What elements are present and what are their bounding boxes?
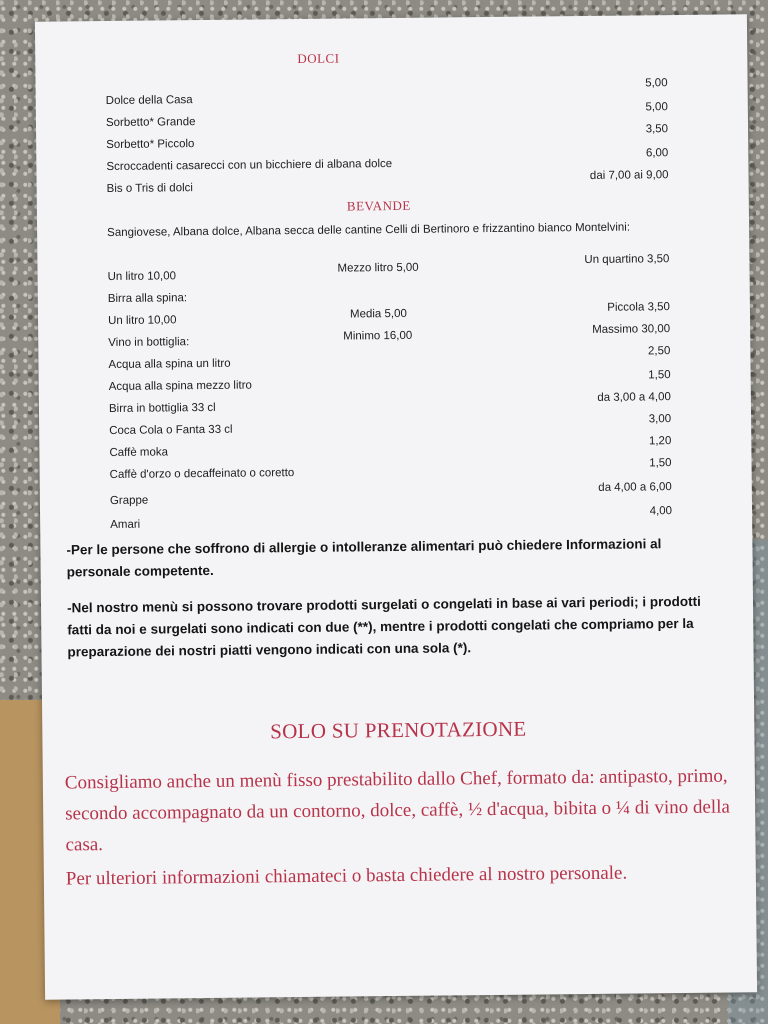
item-price: Un quartino 3,50: [584, 253, 670, 267]
item-name: Vino in bottiglia:: [108, 336, 190, 350]
item-price: 4,00: [649, 505, 673, 518]
item-price: 1,20: [648, 435, 672, 448]
item-price: 3,50: [645, 123, 669, 136]
bevande-intro: Sangiovese, Albana dolce, Albana secca delle cantine Celli di Bertinoro e frizzantino bianco Montelvini:: [107, 221, 631, 240]
item-name: Sorbetto* Piccolo: [106, 138, 195, 152]
item-name: Bis o Tris di dolci: [106, 182, 193, 196]
item-price: 1,50: [648, 369, 671, 382]
menu-row: [40, 481, 752, 513]
fixed-menu-text: Consigliamo anche un menù fisso prestabilito dallo Chef, formato da: antipasto, primo, secondo accompagnato da un contorno, dolce, caffè, ½ d'acqua, bibita o ¼ di vino della casa.: [64, 765, 730, 856]
item-name: Dolce della Casa: [105, 94, 193, 108]
item-name: Amari: [110, 518, 141, 531]
item-name: Birra in bottiglia 33 cl: [108, 401, 216, 416]
item-mid: Media 5,00: [349, 307, 407, 321]
item-mid: Mezzo litro 5,00: [337, 261, 419, 275]
item-price: 3,00: [648, 413, 672, 426]
item-price: 1,50: [649, 457, 672, 470]
item-name: Acqua alla spina mezzo litro: [108, 379, 252, 394]
item-name: Acqua alla spina un litro: [108, 357, 231, 372]
item-name: Un litro 10,00: [107, 314, 177, 328]
item-price: Piccola 3,50: [607, 301, 670, 314]
item-name: Caffè moka: [109, 446, 169, 459]
item-name: Grappe: [109, 494, 149, 507]
item-price: da 4,00 a 6,00: [598, 481, 672, 494]
item-price: 2,50: [647, 345, 671, 358]
item-name: Un litro 10,00: [107, 270, 177, 284]
dolci-heading: DOLCI: [297, 50, 340, 67]
item-price: 5,00: [645, 77, 668, 90]
item-name: Scroccadenti casarecci con un bicchiere di albana dolce: [106, 158, 393, 174]
item-name: Sorbetto* Grande: [105, 116, 196, 130]
item-price: dai 7,00 ai 9,00: [589, 169, 669, 182]
item-mid: Minimo 16,00: [343, 329, 413, 343]
menu-row: [38, 253, 750, 289]
info-text: Per ulteriori informazioni chiamateci o basta chiedere al nostro personale.: [65, 862, 628, 890]
item-price: Massimo 30,00: [592, 323, 671, 336]
reservation-heading: SOLO SU PRENOTAZIONE: [270, 716, 527, 744]
menu-row: [39, 413, 751, 443]
allergy-note: -Per le persone che soffrono di allergie o intolleranze alimentari può chiedere Informazioni al personale competente.: [66, 536, 662, 580]
menu-sheet: [35, 14, 757, 999]
frozen-products-note: -Nel nostro menù si possono trovare prodotti surgelati o congelati in base ai vari periodi; i prodotti fatti da noi e surgelati sono indicati con due (**), mentre i prodotti congelati che compriamo per la preparazione dei nostri piatti vengono indicati con una sola (*).: [66, 593, 701, 660]
menu-row: [36, 77, 748, 113]
item-name: Coca Cola o Fanta 33 cl: [109, 423, 233, 437]
item-name: Caffè d'orzo o decaffeinato o coretto: [109, 467, 295, 481]
menu-row: [39, 391, 751, 421]
item-name: Birra alla spina:: [107, 292, 188, 306]
menu-row: [39, 435, 751, 465]
item-price: da 3,00 a 4,00: [597, 391, 671, 404]
item-price: 5,00: [645, 101, 668, 114]
menu-row: [38, 323, 750, 358]
bevande-heading: BEVANDE: [346, 197, 411, 214]
item-price: 6,00: [645, 147, 669, 160]
menu-row: [38, 345, 750, 377]
